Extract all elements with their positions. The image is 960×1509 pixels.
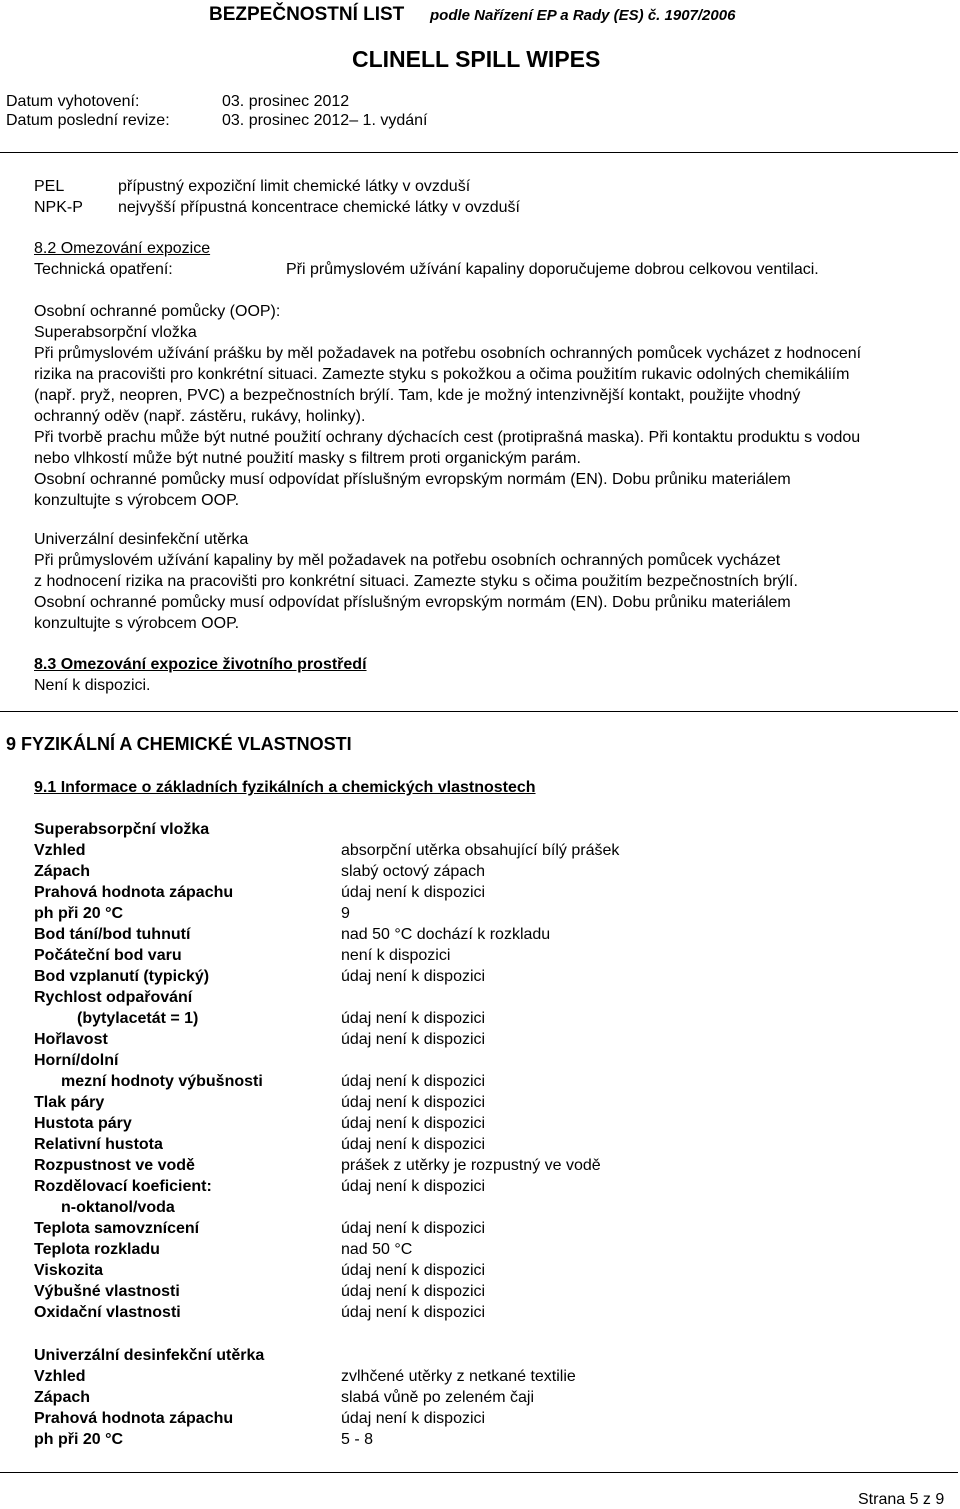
property-value: údaj není k dispozici [341, 1094, 486, 1111]
text-line: Při průmyslovém užívání prášku by měl požadavek na potřebu osobních ochranných pomůcek vycházet z hodnocení [34, 345, 862, 362]
page-number: Strana 5 z 9 [858, 1491, 945, 1508]
text-line: konzultujte s výrobcem OOP. [34, 492, 240, 509]
text-line: Osobní ochranné pomůcky musí odpovídat příslušným evropským normám (EN). Dobu průniku materiálem [34, 594, 791, 611]
property-label: Zápach [34, 863, 91, 880]
property-label: Vzhled [34, 1368, 86, 1385]
property-value: údaj není k dispozici [341, 1031, 486, 1048]
property-value: údaj není k dispozici [341, 1010, 486, 1027]
property-value: údaj není k dispozici [341, 1073, 486, 1090]
property-value: není k dispozici [341, 947, 451, 964]
text-line: (např. pryž, neopren, PVC) a bezpečnostních brýlí. Tam, kde je možný intenzivnější kontakt, použijte vhodný [34, 387, 801, 404]
section-9-title: 9 FYZIKÁLNÍ A CHEMICKÉ VLASTNOSTI [6, 734, 352, 754]
property-label: Bod vzplanutí (typický) [34, 968, 210, 985]
property-label: (bytylacetát = 1) [77, 1010, 199, 1027]
text-line: konzultujte s výrobcem OOP. [34, 615, 240, 632]
property-value: údaj není k dispozici [341, 1304, 486, 1321]
technical-measures-value: Při průmyslovém užívání kapaliny doporučujeme dobrou celkovou ventilaci. [286, 261, 819, 278]
text-line: rizika na pracovišti pro konkrétní situaci. Zamezte styku s pokožkou a očima použitím rukavic odolných chemikáliím [34, 366, 850, 383]
property-label: n-oktanol/voda [61, 1199, 175, 1216]
property-label: Vzhled [34, 842, 86, 859]
text-line: z hodnocení rizika na pracovišti pro konkrétní situaci. Zamezte styku s očima použitím bezpečnostních brýlí. [34, 573, 798, 590]
text-line: nebo vlhkostí může být nutné použití masky s filtrem proti organickým parám. [34, 450, 581, 467]
revised-label: Datum poslední revize: [6, 112, 170, 129]
section-8-2-title: 8.2 Omezování expozice [34, 240, 211, 257]
property-label: Teplota samovznícení [34, 1220, 200, 1237]
property-value: údaj není k dispozici [341, 1410, 486, 1427]
property-value: údaj není k dispozici [341, 1220, 486, 1237]
doc-type-title: BEZPEČNOSTNÍ LIST [209, 4, 405, 25]
revised-value: 03. prosinec 2012– 1. vydání [222, 112, 428, 129]
property-value: údaj není k dispozici [341, 1283, 486, 1300]
property-value: údaj není k dispozici [341, 968, 486, 985]
abbr-code: NPK-P [34, 199, 83, 216]
section-8-3-text: Není k dispozici. [34, 677, 151, 694]
property-label: Prahová hodnota zápachu [34, 884, 234, 901]
text-line: Při tvorbě prachu může být nutné použití ochrany dýchacích cest (protiprašná maska). Při kontaktu produktu s vodou [34, 429, 861, 446]
subheading-superabsorbent: Superabsorpční vložka [34, 324, 197, 341]
property-value: 9 [341, 905, 350, 922]
property-label: Teplota rozkladu [34, 1241, 160, 1258]
property-label: Rozpustnost ve vodě [34, 1157, 195, 1174]
property-value: absorpční utěrka obsahující bílý prášek [341, 842, 620, 859]
property-label: Relativní hustota [34, 1136, 163, 1153]
property-label: Oxidační vlastnosti [34, 1304, 181, 1321]
property-value: slabá vůně po zeleném čaji [341, 1389, 535, 1406]
paragraph-en-standards [34, 469, 954, 511]
header-divider [0, 152, 958, 153]
footer-divider [0, 1472, 958, 1473]
paragraph-ppe-powder [34, 343, 954, 427]
section-8-3-title: 8.3 Omezování expozice životního prostředí [34, 656, 367, 673]
property-value: slabý octový zápach [341, 863, 486, 880]
property-label: mezní hodnoty výbušnosti [61, 1073, 263, 1090]
property-value: údaj není k dispozici [341, 1262, 486, 1279]
property-value: nad 50 °C dochází k rozkladu [341, 926, 551, 943]
property-label: Bod tání/bod tuhnutí [34, 926, 191, 943]
text-line: ochranný oděv (např. zástěru, rukávy, holinky). [34, 408, 366, 425]
created-label: Datum vyhotovení: [6, 93, 140, 110]
text-line: Při průmyslovém užívání kapaliny by měl požadavek na potřebu osobních ochranných pomůcek vycházet [34, 552, 781, 569]
product-name: CLINELL SPILL WIPES [352, 46, 601, 72]
property-value: prášek z utěrky je rozpustný ve vodě [341, 1157, 601, 1174]
paragraph-ppe-liquid [34, 550, 954, 634]
props2-title: Univerzální desinfekční utěrka [34, 1347, 265, 1364]
ppe-label: Osobní ochranné pomůcky (OOP): [34, 303, 281, 320]
property-label: Prahová hodnota zápachu [34, 1410, 234, 1427]
property-value: údaj není k dispozici [341, 1115, 486, 1132]
section-9-1-title: 9.1 Informace o základních fyzikálních a chemických vlastnostech [34, 779, 536, 796]
property-label: Hořlavost [34, 1031, 108, 1048]
property-label: Výbušné vlastnosti [34, 1283, 180, 1300]
property-label: Rozdělovací koeficient: [34, 1178, 212, 1195]
created-value: 03. prosinec 2012 [222, 93, 350, 110]
property-value: údaj není k dispozici [341, 1136, 486, 1153]
abbr-text: nejvyšší přípustná koncentrace chemické látky v ovzduší [118, 199, 520, 216]
section-divider [0, 711, 958, 712]
subheading-universal-wipe: Univerzální desinfekční utěrka [34, 531, 249, 548]
props1-title: Superabsorpční vložka [34, 821, 210, 838]
property-value: 5 - 8 [341, 1431, 374, 1448]
property-label: Horní/dolní [34, 1052, 119, 1069]
regulation-reference: podle Nařízení EP a Rady (ES) č. 1907/2006 [430, 7, 736, 24]
property-label: Rychlost odpařování [34, 989, 193, 1006]
property-value: údaj není k dispozici [341, 1178, 486, 1195]
abbr-text: přípustný expoziční limit chemické látky v ovzduší [118, 178, 471, 195]
property-label: Počáteční bod varu [34, 947, 182, 964]
text-line: Osobní ochranné pomůcky musí odpovídat příslušným evropským normám (EN). Dobu průniku materiálem [34, 471, 791, 488]
property-value: údaj není k dispozici [341, 884, 486, 901]
property-value: zvlhčené utěrky z netkané textilie [341, 1368, 576, 1385]
property-label: ph při 20 °C [34, 905, 124, 922]
property-label: ph při 20 °C [34, 1431, 124, 1448]
property-label: Tlak páry [34, 1094, 105, 1111]
technical-measures-label: Technická opatření: [34, 261, 173, 278]
paragraph-respiratory [34, 427, 954, 469]
property-label: Zápach [34, 1389, 91, 1406]
property-value: nad 50 °C [341, 1241, 413, 1258]
property-label: Viskozita [34, 1262, 104, 1279]
property-label: Hustota páry [34, 1115, 132, 1132]
abbr-code: PEL [34, 178, 65, 195]
